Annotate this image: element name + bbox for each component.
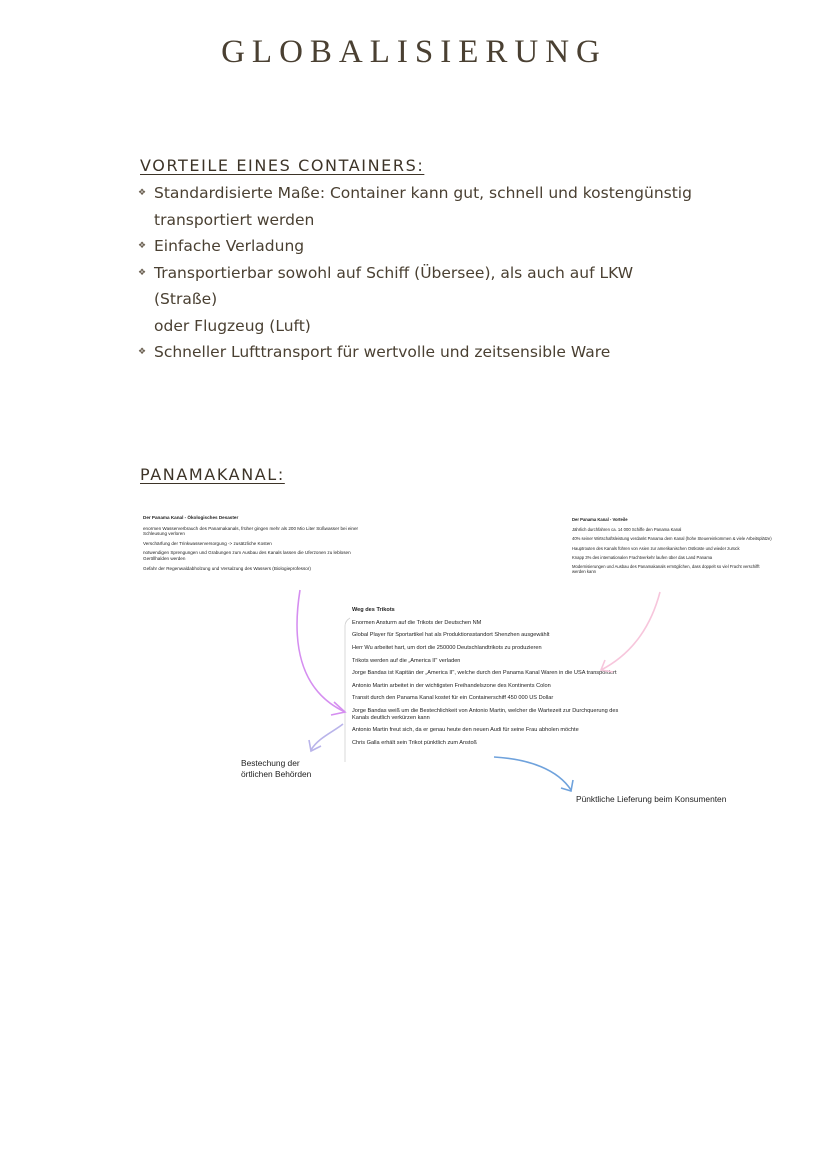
- arrow-pink: [601, 592, 660, 670]
- list-item-text: Transportierbar sowohl auf Schiff (Übersee), als auch auf LKW (Straße): [154, 263, 634, 308]
- page-title: GLOBALISIERUNG: [221, 34, 607, 70]
- route-step: Herr Wu arbeitet hart, um dort die 250000 Deutschlandtrikots zu produzieren: [352, 644, 542, 651]
- route-step: Transit durch den Panama Kanal kostet für ein Containerschiff 450 000 US Dollar: [352, 695, 554, 702]
- list-item-text-cont: transportiert werden: [154, 210, 315, 229]
- route-step: Trikots werden auf die „America II" verladen: [352, 657, 461, 664]
- diamond-bullet-icon: ❖: [138, 267, 147, 278]
- route-step: Jorge Bandas ist Kapitän der „America II", welche durch den Panama Kanal Waren in die USA transportiert: [352, 670, 617, 677]
- box-title: Weg des Trikots: [352, 607, 395, 613]
- diamond-bullet-icon: ❖: [138, 188, 147, 198]
- list-item-text: Standardisierte Maße: Container kann gut, schnell und kostengünstig: [154, 184, 692, 202]
- route-step: Chris Galla erhält sein Trikot pünktlich zum Anstoß: [352, 739, 477, 746]
- route-step: Global Player für Sportartikel hat als Produktionsstandort Shenzhen ausgewählt: [352, 632, 550, 639]
- route-step: Jorge Bandas weiß um die Bestechlichkeit von Antonio Martin, welcher die Wartezeit zur Durchquerung des Kanals deutlich verkürzen kann: [352, 707, 619, 721]
- box-title: Der Panama Kanal - Ökologisches Desaster: [143, 515, 239, 520]
- label-line: örtlichen Behörden: [241, 768, 312, 779]
- arrow-purple: [297, 590, 345, 712]
- arrow-blue: [494, 757, 571, 790]
- list-item-text-cont: oder Flugzeug (Luft): [154, 316, 311, 335]
- box-title: Der Panama Kanal - Vorteile: [572, 517, 628, 522]
- route-step: Antonio Martin arbeitet in der wichtigsten Freihandelszone des Kontinents Colon: [352, 682, 551, 689]
- diamond-bullet-icon: ❖: [138, 347, 147, 357]
- box-line: Verschärfung der Trinkwasserversorgung -> zusätzliche Kosten: [143, 540, 272, 546]
- list-item-text: Einfache Verladung: [154, 237, 305, 255]
- label-line: Bestechung der: [241, 758, 300, 768]
- diamond-bullet-icon: ❖: [138, 241, 147, 251]
- box-line: Jährlich durchfahren ca. 14 000 Schiffe den Panama Kanal: [572, 527, 682, 533]
- arrow-lavender: [311, 724, 343, 750]
- box-line: Hauptrouten des Kanals führen von Asien zur amerikanischen Ostküste und wieder zurück: [572, 545, 740, 551]
- list-item-text: Schneller Lufttransport für wertvolle und zeitsensible Ware: [154, 343, 611, 361]
- panama-heading: PANAMAKANAL:: [140, 465, 285, 484]
- box-line: notwendigen Sprengungen und Grabungen zum Ausbau des Kanals lassen die Uferzonen zu leblosen Geröllhalden werden: [143, 550, 351, 561]
- containers-heading: VORTEILE EINES CONTAINERS:: [140, 156, 425, 175]
- punctual-delivery-label: Pünktliche Lieferung beim Konsumenten: [576, 794, 727, 804]
- route-step: Enormen Ansturm auf die Trikots der Deutschen NM: [352, 619, 482, 626]
- box-line: Modernisierungen und Ausbau des Panamakanals ermöglichen, dass doppelt so viel Fracht verschifft werden kann: [572, 564, 760, 575]
- box-line: enormen Wasserverbrauch des Panamakanals, früher gingen mehr als 200 Mio Liter Süßwasser bei einer Schleusung verloren: [143, 525, 359, 537]
- box-line: Knapp 3% des internationalen Frachtverkehr laufen über das Land Panama: [572, 554, 713, 560]
- route-step: Antonio Martin freut sich, da er genau heute den neuen Audi für seine Frau abholen möchte: [352, 727, 579, 734]
- bracket-line: [345, 618, 350, 762]
- box-line: Gefahr der Regenwaldabholzung und Versalzung des Wassers (Biologieprofessor): [143, 565, 311, 571]
- box-line: 40% seiner Wirtschaftsleistung verdankt Panama dem Kanal (hohe Steuereinkommen & viele Arbeitsplätze): [572, 536, 772, 542]
